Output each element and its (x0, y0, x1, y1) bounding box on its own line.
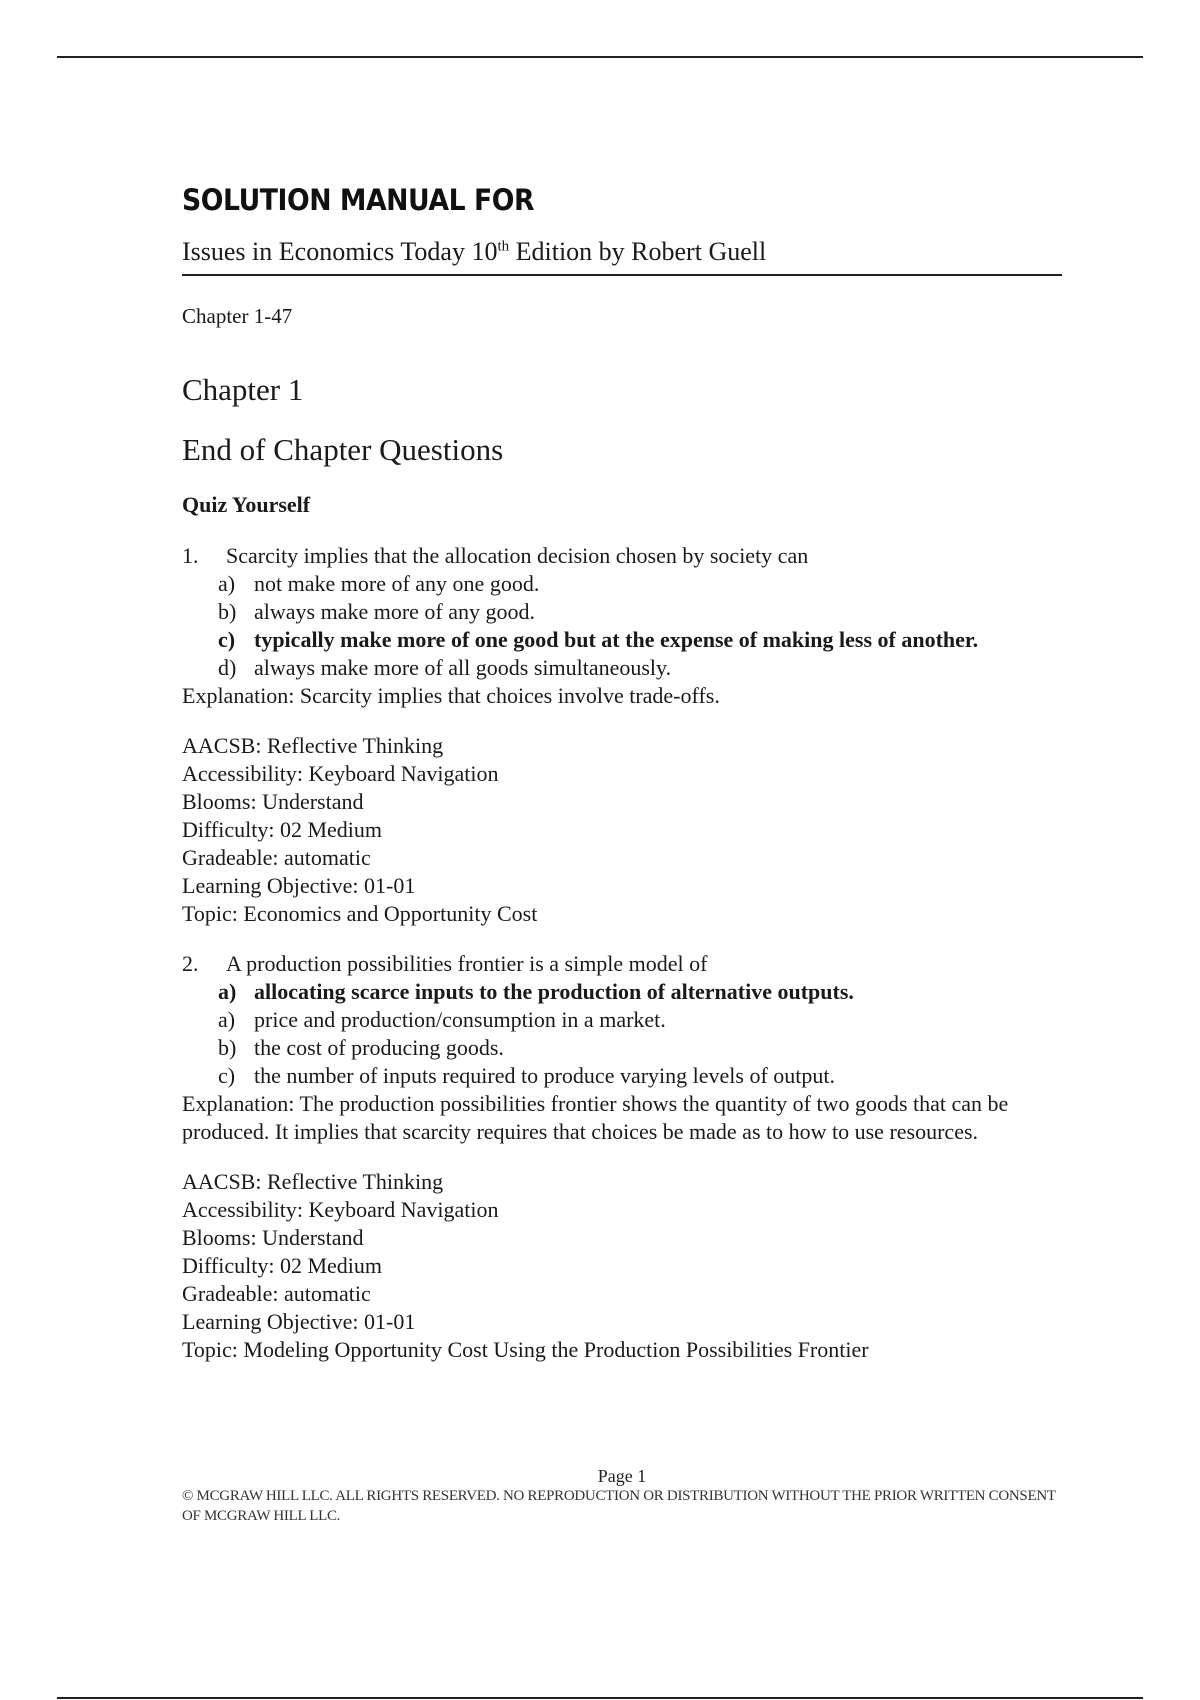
option-letter: b) (218, 1035, 237, 1060)
option-letter: a) (218, 571, 236, 596)
meta-line: Difficulty: 02 Medium (182, 817, 383, 842)
bottom-rule (57, 1697, 1143, 1699)
subtitle-text: Issues in Economics Today 10 (182, 237, 498, 266)
option-letter: c) (218, 627, 236, 652)
meta-line: Difficulty: 02 Medium (182, 1253, 383, 1278)
question-2 (182, 950, 1062, 1364)
option-text: always make more of any good. (254, 599, 536, 624)
page-number: Page 1 (597, 1466, 647, 1486)
question-number: 1. (182, 543, 199, 568)
answer-option (182, 598, 1062, 626)
question-stem (182, 950, 1062, 978)
explanation: Explanation: The production possibilities frontier shows the quantity of two goods that can be produced. It implies that scarcity requires that choices be made as to how to use resources. (182, 1091, 1009, 1144)
option-text: the number of inputs required to produce varying levels of output. (254, 1063, 836, 1088)
option-text: typically make more of one good but at the expense of making less of another. (254, 627, 979, 652)
meta-line: Topic: Modeling Opportunity Cost Using the Production Possibilities Frontier (182, 1337, 869, 1362)
question-text: Scarcity implies that the allocation decision chosen by society can (226, 543, 809, 568)
explanation: Explanation: Scarcity implies that choices involve trade-offs. (182, 683, 720, 708)
subtitle-superscript: th (497, 238, 510, 255)
book-subtitle (182, 234, 1062, 276)
meta-line: Accessibility: Keyboard Navigation (182, 761, 499, 786)
meta-line: Learning Objective: 01-01 (182, 873, 416, 898)
question-stem (182, 542, 1062, 570)
copyright-notice: © MCGRAW HILL LLC. ALL RIGHTS RESERVED. NO REPRODUCTION OR DISTRIBUTION WITHOUT THE PRIOR WRITTEN CONSENT OF MCGRAW HILL LLC. (182, 1488, 1056, 1524)
option-text: the cost of producing goods. (254, 1035, 504, 1060)
option-letter: b) (218, 599, 237, 624)
quiz-heading: Quiz Yourself (182, 492, 311, 517)
answer-option (182, 1034, 1062, 1062)
meta-line: Gradeable: automatic (182, 1281, 371, 1306)
option-letter: a) (218, 1007, 236, 1032)
correct-answer-option (182, 626, 1062, 654)
subtitle-text-end: Edition by Robert Guell (509, 237, 767, 266)
meta-line: Topic: Economics and Opportunity Cost (182, 901, 538, 926)
manual-title: SOLUTION MANUAL FOR (182, 183, 535, 217)
option-text: allocating scarce inputs to the production of alternative outputs. (254, 979, 854, 1004)
meta-line: AACSB: Reflective Thinking (182, 733, 444, 758)
option-letter: c) (218, 1063, 236, 1088)
option-letter: a) (218, 979, 237, 1004)
option-letter: d) (218, 655, 237, 680)
meta-line: Accessibility: Keyboard Navigation (182, 1197, 499, 1222)
page-footer (182, 1466, 1062, 1526)
answer-option (182, 1062, 1062, 1090)
answer-option (182, 570, 1062, 598)
meta-line: Blooms: Understand (182, 1225, 364, 1250)
correct-answer-option (182, 978, 1062, 1006)
question-metadata (182, 732, 1062, 928)
section-heading: End of Chapter Questions (182, 432, 504, 467)
question-number: 2. (182, 951, 199, 976)
question-metadata (182, 1168, 1062, 1364)
meta-line: AACSB: Reflective Thinking (182, 1169, 444, 1194)
answer-option (182, 1006, 1062, 1034)
question-1 (182, 542, 1062, 928)
top-rule (57, 56, 1143, 58)
option-text: not make more of any one good. (254, 571, 540, 596)
option-text: always make more of all goods simultaneously. (254, 655, 672, 680)
question-text: A production possibilities frontier is a simple model of (226, 951, 708, 976)
chapter-range: Chapter 1-47 (182, 304, 293, 328)
answer-option (182, 654, 1062, 682)
document-body (182, 178, 1062, 1364)
meta-line: Blooms: Understand (182, 789, 364, 814)
meta-line: Learning Objective: 01-01 (182, 1309, 416, 1334)
option-text: price and production/consumption in a market. (254, 1007, 666, 1032)
meta-line: Gradeable: automatic (182, 845, 371, 870)
chapter-heading: Chapter 1 (182, 372, 304, 407)
